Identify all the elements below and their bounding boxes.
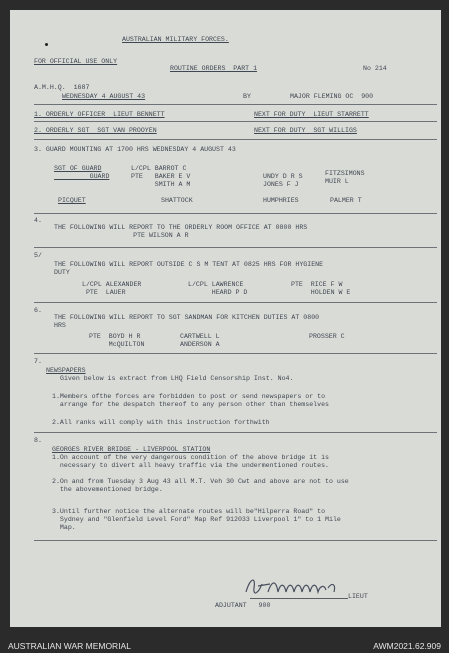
item-1-orderly-officer: 1. ORDERLY OFFICER LIEUT BENNETT bbox=[34, 111, 165, 118]
item-6-col-2: CARTWELL L ANDERSON A bbox=[180, 333, 220, 348]
item-7-point-1: 1.Members ofthe forces are forbidden to post or send newspapers or to arrange for the despatch thereof to any person other than themselves bbox=[52, 393, 329, 408]
adjutant-label: ADJUTANT 900 bbox=[215, 602, 271, 609]
doc-title: AUSTRALIAN MILITARY FORCES. bbox=[122, 36, 229, 43]
item-7-number: 7. bbox=[34, 358, 42, 365]
item-5-col-1: L/CPL ALEXANDER PTE LAUER bbox=[82, 281, 142, 296]
rule bbox=[34, 247, 437, 248]
for-official-use: FOR OFFICIAL USE ONLY bbox=[34, 58, 118, 65]
rule bbox=[34, 104, 437, 105]
item-3-guard-mounting: 3. GUARD MOUNTING AT 1700 HRS WEDNESDAY 4 AUGUST 43 bbox=[34, 146, 236, 153]
rule bbox=[34, 353, 437, 354]
item-5-col-2: L/CPL LAWRENCE HEARD P D bbox=[188, 281, 248, 296]
lieut-label: LIEUT bbox=[348, 593, 368, 600]
footer-accession-number: AWM2021.62.909 bbox=[373, 641, 441, 651]
item-7-heading: NEWSPAPERS bbox=[46, 367, 86, 374]
picquet-label: PICQUET bbox=[58, 197, 86, 204]
order-date: WEDNESDAY 4 AUGUST 43 bbox=[62, 93, 146, 100]
signature-line bbox=[250, 598, 348, 599]
item-8-point-2: 2.On and from Tuesday 3 Aug 43 all M.T. Veh 30 Cwt and above are not to use the abovementioned bridge. bbox=[52, 478, 349, 493]
item-8-heading: GEORGES RIVER BRIDGE - LIVERPOOL STATION bbox=[52, 446, 211, 453]
order-number: No 214 bbox=[363, 65, 387, 72]
item-4-number: 4. bbox=[34, 217, 42, 224]
rule bbox=[34, 121, 437, 122]
item-7-point-2: 2.All ranks will comply with this instruction forthwith bbox=[52, 419, 270, 426]
rule bbox=[34, 302, 437, 303]
item-8-point-1: 1.On account of the very dangerous condition of the above bridge it is necessary to divert all heavy traffic via the undermentioned routes. bbox=[52, 454, 329, 469]
guard-col-1: L/CPL BARROT C PTE BAKER E V SMITH A M bbox=[131, 165, 191, 188]
guard-col-3: FITZSIMONS MUIR L bbox=[325, 170, 365, 185]
issuing-officer: MAJOR FLEMING OC 900 bbox=[290, 93, 374, 100]
item-5-number: 5/ bbox=[34, 252, 42, 259]
item-8-point-3: 3.Until further notice the alternate routes will be"Hilperra Road" to Sydney and "Glenfield Level Ford" Map Ref 912033 Liverpool 1" to 1 Mile Map. bbox=[52, 508, 341, 531]
rule bbox=[34, 540, 437, 541]
item-2-orderly-sgt: 2. ORDERLY SGT SGT VAN PROOYEN bbox=[34, 127, 157, 134]
item-6-number: 6. bbox=[34, 307, 42, 314]
ink-mark bbox=[45, 43, 48, 46]
picquet-col-1: SHATTOCK bbox=[161, 197, 193, 204]
item-6-col-1: PTE BOYD H R McQUILTON bbox=[89, 333, 145, 348]
rule bbox=[34, 139, 437, 140]
item-5-text: THE FOLLOWING WILL REPORT OUTSIDE C S M TENT AT 0825 HRS FOR HYGIENE DUTY bbox=[54, 261, 324, 276]
routine-orders: ROUTINE ORDERS PART 1 bbox=[170, 65, 258, 72]
footer-source: AUSTRALIAN WAR MEMORIAL bbox=[8, 641, 131, 651]
amhq: A.M.H.Q. 1687 bbox=[34, 84, 90, 91]
item-7-intro: Given below is extract from LHQ Field Censorship Inst. No4. bbox=[60, 375, 294, 382]
picquet-col-3: PALMER T bbox=[330, 197, 362, 204]
item-4-text: THE FOLLOWING WILL REPORT TO THE ORDERLY ROOM OFFICE AT 0800 HRS PTE WILSON A R bbox=[54, 224, 308, 239]
item-6-col-3: PROSSER C bbox=[309, 333, 345, 340]
item-5-col-3: PTE RICE F W HOLDEN W E bbox=[291, 281, 351, 296]
item-1-next: NEXT FOR DUTY LIEUT STARRETT bbox=[254, 111, 369, 118]
item-6-text: THE FOLLOWING WILL REPORT TO SGT SANDMAN FOR KITCHEN DUTIES AT 0800 HRS bbox=[54, 314, 320, 329]
guard-label: SGT OF GUARD GUARD bbox=[54, 165, 110, 180]
item-8-number: 8. bbox=[34, 437, 42, 444]
item-2-next: NEXT FOR DUTY SGT WILLIGS bbox=[254, 127, 357, 134]
rule bbox=[34, 213, 437, 214]
by-label: BY bbox=[243, 93, 251, 100]
picquet-col-2: HUMPHRIES bbox=[263, 197, 299, 204]
footer-bar bbox=[0, 638, 449, 653]
guard-col-2: UNDY D R S JONES F J bbox=[263, 173, 303, 188]
rule bbox=[34, 432, 437, 433]
